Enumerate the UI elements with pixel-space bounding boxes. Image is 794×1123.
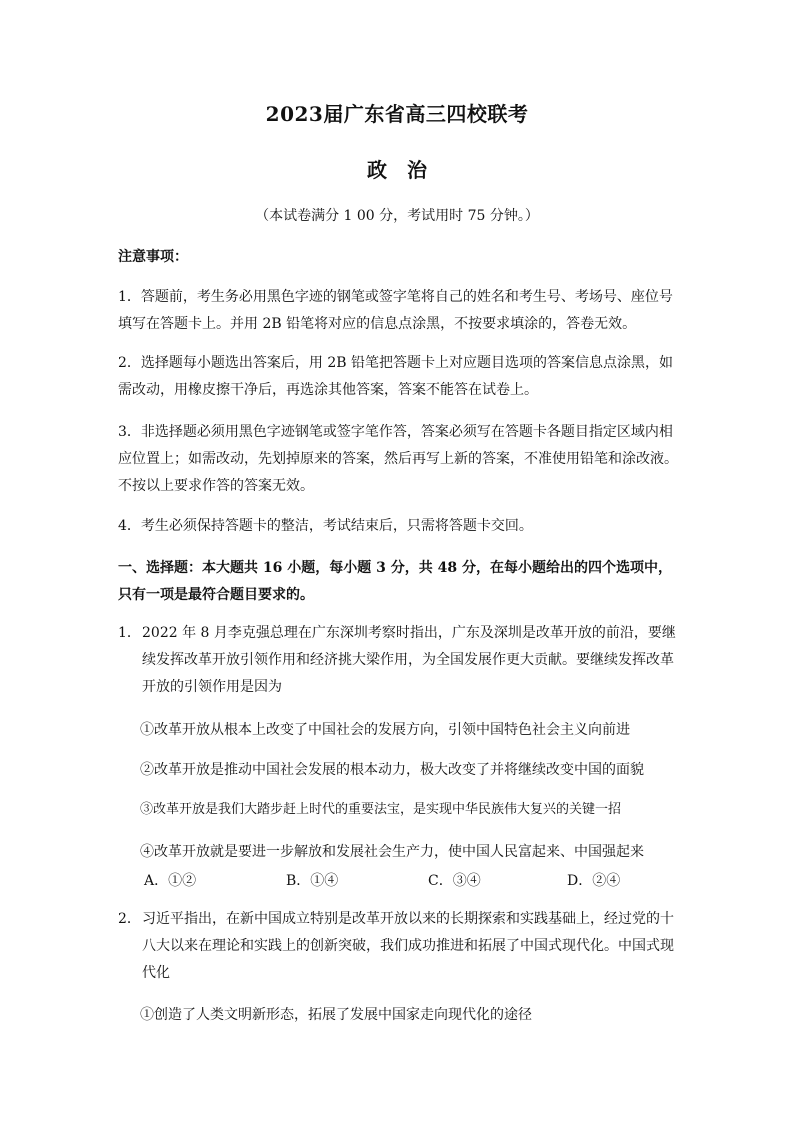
question-1-option-1: ①改革开放从根本上改变了中国社会的发展方向，引领中国特色社会主义向前进 xyxy=(140,722,630,738)
notice-item-4: 4．考生必须保持答题卡的整洁，考试结束后，只需将答题卡交回。 xyxy=(118,518,533,534)
notice-heading: 注意事项： xyxy=(118,249,188,265)
question-1 xyxy=(118,620,678,701)
question-1-option-2: ②改革开放是推动中国社会发展的根本动力，极大改变了并将继续改变中国的面貌 xyxy=(140,762,644,778)
choice-d: D．②④ xyxy=(567,873,621,889)
notice-item-3: 3．非选择题必须用黑色字迹钢笔或签字笔作答，答案必须写在答题卡各题目指定区域内相应位置上；如需改动，先划掉原来的答案，然后再写上新的答案，不准使用铅笔和涂改液。不按以上要求作答的答案无效。 xyxy=(118,424,678,494)
section-heading: 一、选择题：本大题共 16 小题，每小题 3 分，共 48 分，在每小题给出的四个选项中，只有一项是最符合题目要求的。 xyxy=(118,560,672,603)
question-stem: 习近平指出，在新中国成立特别是改革开放以来的长期探索和实践基础上，经过党的十八大以来在理论和实践上的创新突破，我们成功推进和拓展了中国式现代化。中国式现代化 xyxy=(142,911,674,981)
question-stem: 2022 年 8 月李克强总理在广东深圳考察时指出，广东及深圳是改革开放的前沿，要继续发挥改革开放引领作用和经济挑大梁作用，为全国发展作更大贡献。要继续发挥改革开放的引领作用是因为 xyxy=(142,625,676,695)
question-1-option-3: ③改革开放是我们大踏步赶上时代的重要法宝，是实现中华民族伟大复兴的关键一招 xyxy=(140,802,622,817)
question-1-option-4: ④改革开放就是要进一步解放和发展社会生产力，使中国人民富起来、中国强起来 xyxy=(140,844,644,860)
question-2-option-1: ①创造了人类文明新形态，拓展了发展中国家走向现代化的途径 xyxy=(140,1007,532,1023)
exam-title: 2023届广东省高三四校联考 xyxy=(265,102,529,126)
question-2 xyxy=(118,906,678,987)
notice-item-1: 1．答题前，考生务必用黑色字迹的钢笔或签字笔将自己的姓名和考生号、考场号、座位号填写在答题卡上。并用 2B 铅笔将对应的信息点涂黑，不按要求填涂的，答卷无效。 xyxy=(118,289,673,332)
choice-c: C．③④ xyxy=(428,873,481,889)
subject-title: 政 治 xyxy=(367,158,427,182)
choice-a: A．①② xyxy=(144,873,197,889)
notice-item-2: 2．选择题每小题选出答案后，用 2B 铅笔把答题卡上对应题目选项的答案信息点涂黑，如需改动，用橡皮擦干净后，再选涂其他答案，答案不能答在试卷上。 xyxy=(118,355,674,398)
question-number: 2． xyxy=(118,911,141,927)
choice-b: B．①④ xyxy=(286,873,339,889)
exam-note: （本试卷满分 1 00 分，考试用时 75 分钟。） xyxy=(255,208,539,224)
question-number: 1． xyxy=(118,625,141,641)
question-1-choices xyxy=(0,870,794,890)
